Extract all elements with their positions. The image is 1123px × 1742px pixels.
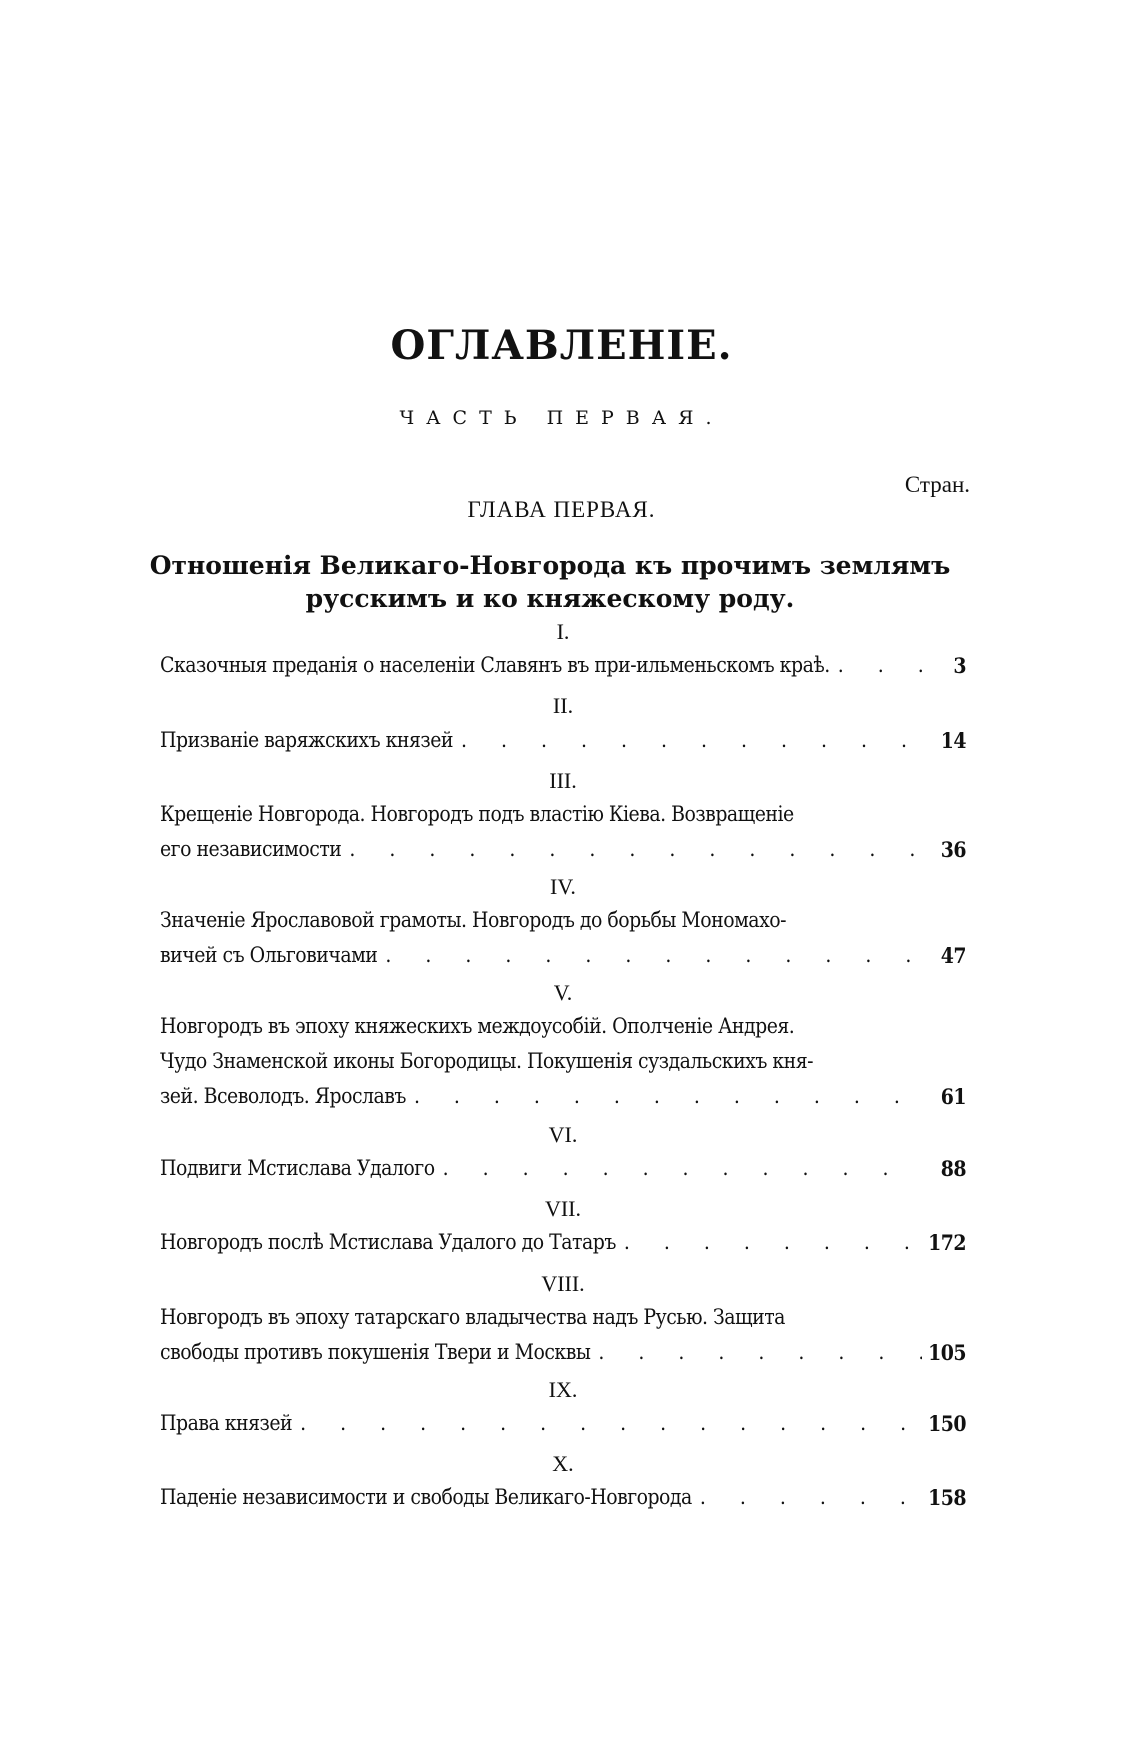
section-numeral: X. — [552, 1451, 574, 1476]
toc-entry[interactable] — [160, 1406, 966, 1441]
toc-entry-line — [160, 832, 966, 867]
section-numeral: III. — [549, 768, 577, 793]
section-numeral: VI. — [548, 1122, 578, 1147]
toc-entry-line — [160, 1151, 966, 1186]
section-numeral: I. — [556, 619, 570, 644]
toc-entry-line — [160, 1225, 966, 1260]
pages-column-label: Стран. — [904, 472, 970, 497]
leader-dots — [435, 1151, 922, 1186]
toc-entry-text: Новгородъ послѣ Мстислава Удалого до Татаръ — [160, 1230, 616, 1254]
toc-page-number: 14 — [940, 728, 966, 753]
toc-entry-text: Новгородъ въ эпоху татарскаго владычества надъ Русью. Защита — [160, 1305, 785, 1329]
toc-entry-line — [160, 723, 966, 758]
leader-dots — [590, 1335, 922, 1370]
toc-entry[interactable] — [160, 797, 966, 867]
toc-entry-line — [160, 1009, 966, 1044]
toc-entry-text: Чудо Знаменской иконы Богородицы. Покушенія суздальскихъ кня- — [160, 1049, 814, 1073]
toc-entry-line — [160, 1044, 966, 1079]
toc-page-number: 61 — [940, 1084, 966, 1109]
toc-entry-line — [160, 1406, 966, 1441]
toc-entry[interactable] — [160, 1480, 966, 1515]
toc-page-number: 36 — [940, 837, 966, 862]
toc-entry-text: вичей съ Ольговичами — [160, 943, 378, 967]
chapter-subtitle — [130, 549, 970, 615]
toc-entry-text: Сказочныя преданія о населеніи Славянъ въ при-ильменьскомъ краѣ. — [160, 653, 830, 677]
toc-entry-text: зей. Всеволодъ. Ярославъ — [160, 1084, 406, 1108]
toc-entry-line — [160, 797, 966, 832]
toc-entry-line — [160, 1480, 966, 1515]
toc-page-number: 150 — [928, 1411, 966, 1436]
part-heading: ЧАСТЬ ПЕРВАЯ. — [399, 407, 724, 429]
toc-entry-text: Паденіе независимости и свободы Великаго-Новгорода — [160, 1485, 692, 1509]
section-numeral: V. — [553, 980, 573, 1005]
section-numeral: VII. — [544, 1196, 582, 1221]
toc-entry[interactable] — [160, 1225, 966, 1260]
chapter-heading: ГЛАВА ПЕРВАЯ. — [467, 497, 656, 522]
toc-page-number: 47 — [940, 943, 966, 968]
toc-entry-text: его независимости — [160, 837, 342, 861]
toc-page-number: 3 — [953, 653, 966, 678]
toc-entry-text: Подвиги Мстислава Удалого — [160, 1156, 435, 1180]
section-numeral: VIII. — [541, 1271, 585, 1296]
toc-entry-line — [160, 903, 966, 938]
chapter-subtitle-line: русскимъ и ко княжескому роду. — [305, 584, 795, 613]
toc-entry-text: Права князей — [160, 1411, 293, 1435]
toc-entry[interactable] — [160, 723, 966, 758]
toc-entry-text: свободы противъ покушенія Твери и Москвы — [160, 1340, 591, 1364]
leader-dots — [692, 1480, 922, 1515]
leader-dots — [453, 723, 922, 758]
page-title: ОГЛАВЛЕНІЕ. — [390, 322, 733, 369]
toc-page-number: 88 — [940, 1156, 966, 1181]
toc-entry[interactable] — [160, 648, 966, 683]
section-numeral: II. — [552, 693, 574, 718]
leader-dots — [616, 1225, 922, 1260]
leader-dots — [341, 832, 922, 867]
toc-entry-text: Значеніе Ярославовой грамоты. Новгородъ до борьбы Мономахо- — [160, 908, 786, 932]
toc-entry[interactable] — [160, 1009, 966, 1114]
toc-entry[interactable] — [160, 903, 966, 973]
section-numeral: IV. — [550, 874, 576, 899]
toc-entry[interactable] — [160, 1151, 966, 1186]
leader-dots — [406, 1079, 922, 1114]
toc-entry-text: Новгородъ въ эпоху княжескихъ междоусобій. Ополченіе Андрея. — [160, 1014, 795, 1038]
toc-entry-line — [160, 1079, 966, 1114]
toc-entry-line — [160, 1335, 966, 1370]
toc-page-number: 172 — [928, 1230, 966, 1255]
toc-page-number: 105 — [928, 1340, 966, 1365]
toc-entry-line — [160, 938, 966, 973]
toc-entry[interactable] — [160, 1300, 966, 1370]
leader-dots — [830, 648, 922, 683]
leader-dots — [292, 1406, 922, 1441]
section-numeral: IX. — [548, 1377, 578, 1402]
leader-dots — [377, 938, 922, 973]
toc-entry-line — [160, 1300, 966, 1335]
toc-entry-line — [160, 648, 966, 683]
chapter-subtitle-line: Отношенія Великаго-Новгорода къ прочимъ землямъ — [149, 551, 951, 580]
toc-entry-text: Призваніе варяжскихъ князей — [160, 728, 453, 752]
toc-entry-text: Крещеніе Новгорода. Новгородъ подъ властію Кіева. Возвращеніе — [160, 802, 794, 826]
toc-page-number: 158 — [928, 1485, 966, 1510]
